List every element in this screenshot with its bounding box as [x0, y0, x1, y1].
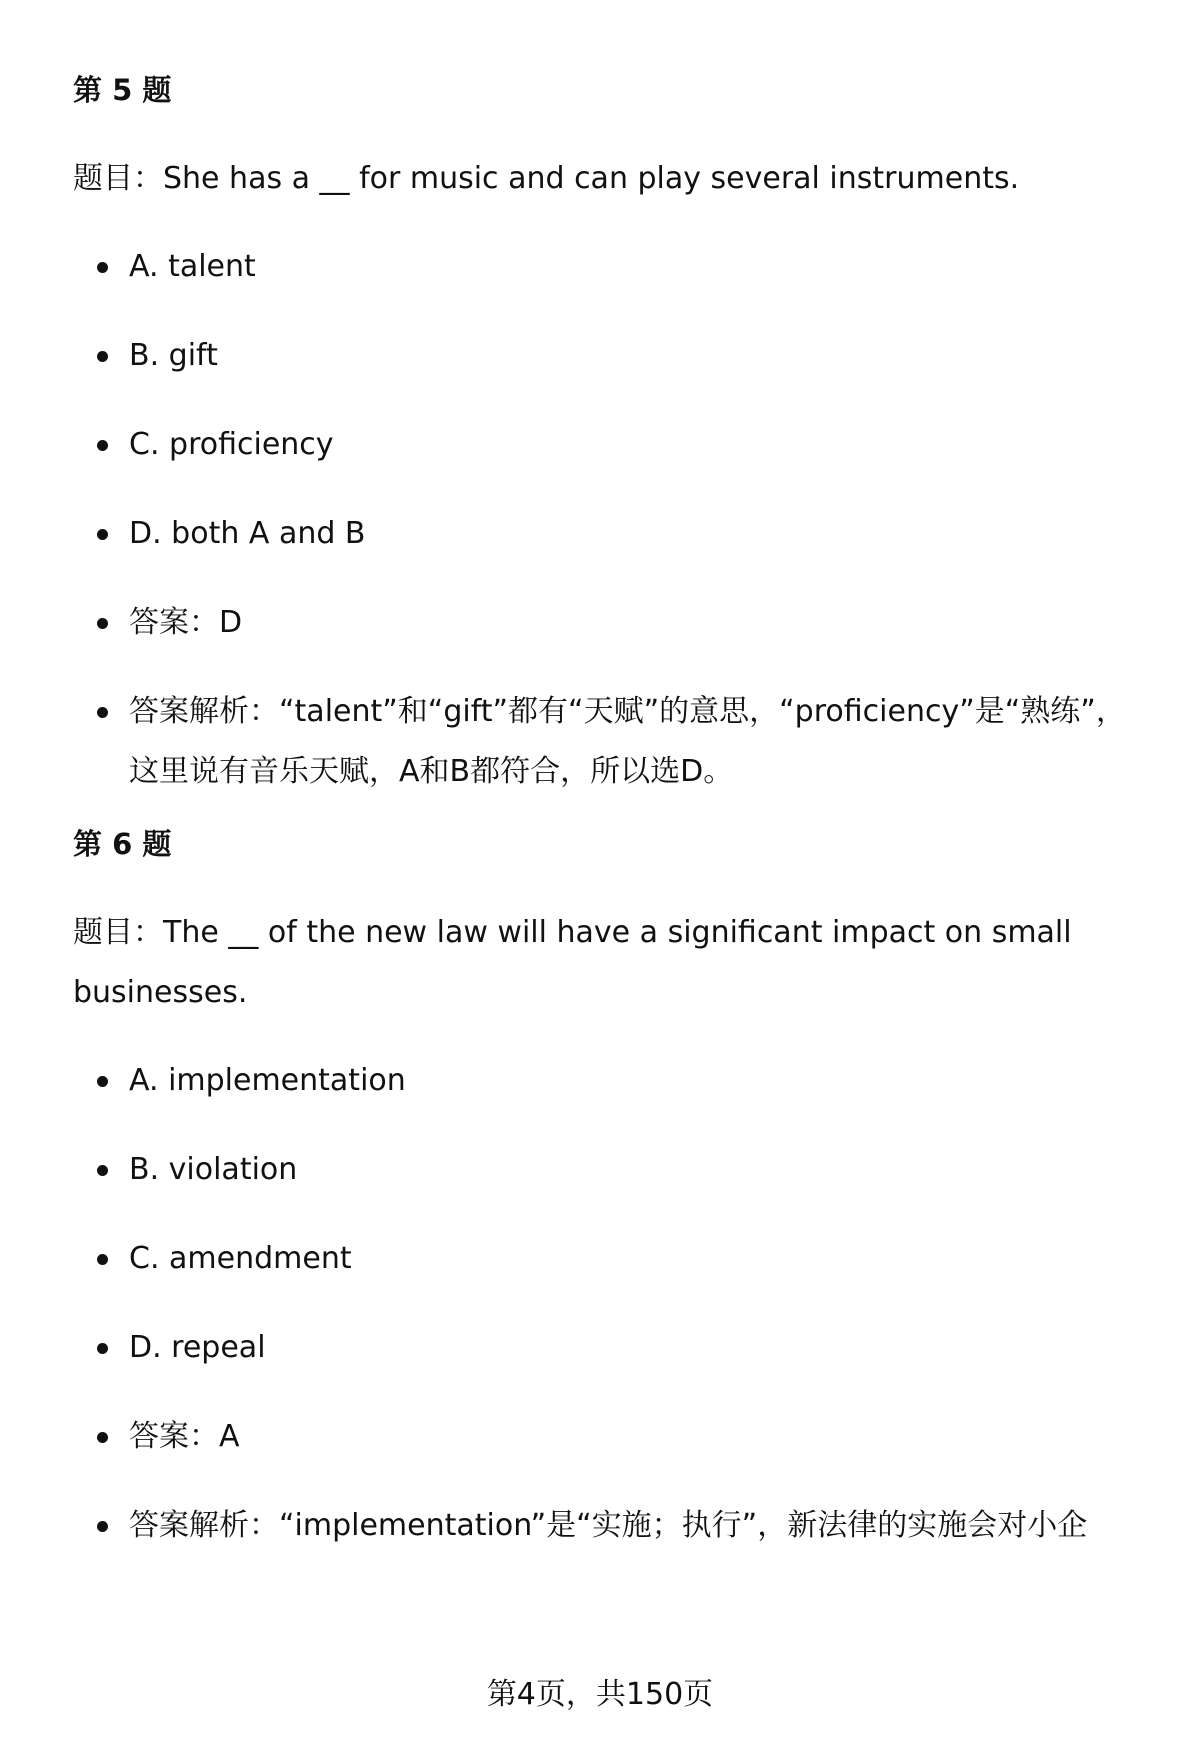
explanation-item [73, 682, 1133, 802]
answer-text: 答案：D [129, 605, 243, 640]
bullet-icon [97, 618, 108, 629]
option-list [73, 1051, 1133, 1556]
explanation-text: 答案解析：“implementation”是“实施；执行”，新法律的实施会对小企 [129, 1508, 1088, 1543]
question-5 [73, 70, 1133, 802]
option-text: C. amendment [129, 1241, 352, 1276]
question-heading: 第 6 题 [73, 827, 172, 861]
bullet-icon [97, 440, 108, 451]
bullet-icon [97, 1343, 108, 1354]
option-item [73, 1140, 1133, 1200]
option-text: C. proficiency [129, 427, 334, 462]
bullet-icon [97, 1076, 108, 1087]
explanation-item [73, 1496, 1133, 1556]
bullet-icon [97, 351, 108, 362]
question-heading: 第 5 题 [73, 73, 172, 107]
question-stem: 题目：She has a __ for music and can play several instruments. [73, 161, 1020, 196]
question-6 [73, 824, 1133, 1556]
bullet-icon [97, 1254, 108, 1265]
bullet-icon [97, 1432, 108, 1443]
option-item [73, 1318, 1133, 1378]
option-item [73, 237, 1133, 297]
question-stem: 题目：The __ of the new law will have a significant impact on small businesses. [73, 915, 1072, 1010]
option-item [73, 415, 1133, 475]
page-content [73, 60, 1133, 1556]
answer-item [73, 593, 1133, 653]
explanation-text: 答案解析：“talent”和“gift”都有“天赋”的意思，“proficiency”是“熟练”，这里说有音乐天赋，A和B都符合，所以选D。 [129, 694, 1126, 789]
option-item [73, 504, 1133, 564]
option-item [73, 1051, 1133, 1111]
bullet-icon [97, 1521, 108, 1532]
option-list [73, 237, 1133, 802]
option-item [73, 1229, 1133, 1289]
option-item [73, 326, 1133, 386]
option-text: B. violation [129, 1152, 298, 1187]
bullet-icon [97, 707, 108, 718]
option-text: D. both A and B [129, 516, 366, 551]
option-text: A. talent [129, 249, 256, 284]
bullet-icon [97, 529, 108, 540]
bullet-icon [97, 262, 108, 273]
option-text: A. implementation [129, 1063, 406, 1098]
answer-text: 答案：A [129, 1419, 240, 1454]
answer-item [73, 1407, 1133, 1467]
page-footer: 第4页，共150页 [486, 1677, 714, 1712]
option-text: B. gift [129, 338, 218, 373]
bullet-icon [97, 1165, 108, 1176]
option-text: D. repeal [129, 1330, 266, 1365]
